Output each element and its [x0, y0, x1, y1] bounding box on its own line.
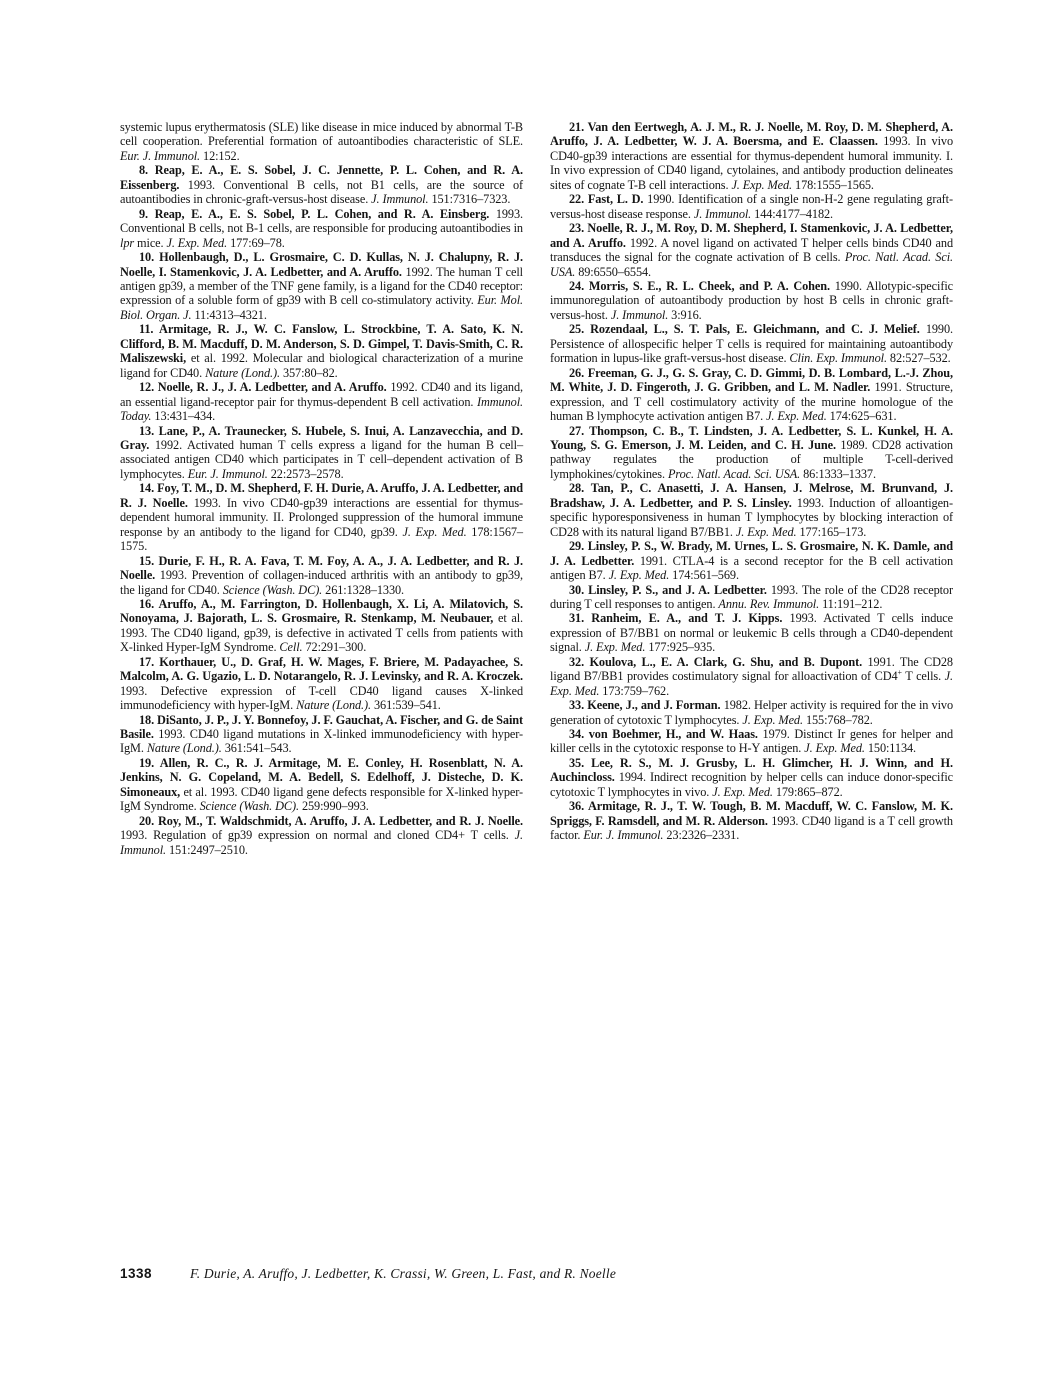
reference-entry: 34. von Boehmer, H., and W. Haas. 1979. Distinct Ir genes for helper and killer cells in the cytotoxic response to H-Y antigen. J. Exp. Med. 150:1134. — [550, 727, 953, 756]
running-authors: F. Durie, A. Aruffo, J. Ledbetter, K. Crassi, W. Green, L. Fast, and R. Noelle — [190, 1266, 617, 1281]
reference-entry: 8. Reap, E. A., E. S. Sobel, J. C. Jennette, P. L. Cohen, and R. A. Eissenberg. 1993. Conventional B cells, not B1 cells, are the source of autoantibodies in chronic-graft-versus-host disease. J. Immunol. 151:7316–7323. — [120, 163, 523, 207]
reference-entry: 15. Durie, F. H., R. A. Fava, T. M. Foy, A. A., J. A. Ledbetter, and R. J. Noelle. 1993. Prevention of collagen-induced arthritis with an antibody to gp39, the ligand for CD40. Science (Wash. DC). 261:1328–1330. — [120, 553, 523, 597]
reference-entry: 21. Van den Eertwegh, A. J. M., R. J. Noelle, M. Roy, D. M. Shepherd, A. Aruffo, J. A. Ledbetter, W. J. A. Boersma, and E. Claassen. 1993. In vivo CD40-gp39 interactions are essential for thymus-dependent humoral immunity. I. In vivo expression of CD40 ligand, cytolaines, and antibody production delineates sites of cognate T-B cell interactions. J. Exp. Med. 178:1555–1565. — [550, 120, 953, 192]
references-column-left — [120, 120, 523, 857]
reference-entry: 27. Thompson, C. B., T. Lindsten, J. A. Ledbetter, S. L. Kunkel, H. A. Young, S. G. Emerson, J. M. Leiden, and C. H. June. 1989. CD28 activation pathway regulates the production of multiple T-cell-derived lymphokines/cytokines. Proc. Natl. Acad. Sci. USA. 86:1333–1337. — [550, 423, 953, 481]
reference-entry: 29. Linsley, P. S., W. Brady, M. Urnes, L. S. Grosmaire, N. K. Damle, and J. A. Ledbetter. 1991. CTLA-4 is a second receptor for the B cell activation antigen B7. J. Exp. Med. 174:561–569. — [550, 539, 953, 583]
reference-entry: 25. Rozendaal, L., S. T. Pals, E. Gleichmann, and C. J. Melief. 1990. Persistence of allospecific helper T cells is required for maintaining autoantibody formation in lupus-like graft-versus-host disease. Clin. Exp. Immunol. 82:527–532. — [550, 322, 953, 366]
page-footer — [120, 1266, 953, 1282]
reference-entry: systemic lupus erythermatosis (SLE) like disease in mice induced by abnormal T-B cell cooperation. Preferential formation of autoantibodies characteristic of SLE. Eur. J. Immunol. 12:152. — [120, 120, 523, 163]
reference-entry: 31. Ranheim, E. A., and T. J. Kipps. 1993. Activated T cells induce expression of B7/BB1 on normal or leukemic B cells through a CD40-dependent signal. J. Exp. Med. 177:925–935. — [550, 611, 954, 655]
reference-entry: 26. Freeman, G. J., G. S. Gray, C. D. Gimmi, D. B. Lombard, L.-J. Zhou, M. White, J. D. Fingeroth, J. G. Gribben, and L. M. Nadler. 1991. Structure, expression, and T cell costimulatory activity of the murine homologue of the human B lymphocyte activation antigen B7. J. Exp. Med. 174:625–631. — [550, 365, 953, 424]
reference-entry: 20. Roy, M., T. Waldschmidt, A. Aruffo, J. A. Ledbetter, and R. J. Noelle. 1993. Regulation of gp39 expression on normal and cloned CD4+ T cells. J. Immunol. 151:2497–2510. — [120, 813, 523, 857]
reference-entry: 11. Armitage, R. J., W. C. Fanslow, L. Strockbine, T. A. Sato, K. N. Clifford, B. M. Macduff, D. M. Anderson, S. D. Gimpel, T. Davis-Smith, C. R. Maliszewski, et al. 1992. Molecular and biological characterization of a murine ligand for CD40. Nature (Lond.). 357:80–82. — [120, 322, 524, 380]
reference-entry: 24. Morris, S. E., R. L. Cheek, and P. A. Cohen. 1990. Allotypic-specific immunoregulation of autoantibody production by host B cells in chronic graft-versus-host. J. Immunol. 3:916. — [550, 278, 953, 322]
reference-entry: 14. Foy, T. M., D. M. Shepherd, F. H. Durie, A. Aruffo, J. A. Ledbetter, and R. J. Noelle. 1993. In vivo CD40-gp39 interactions are essential for thymus-dependent humoral immunity. II. Prolonged suppression of the humoral immune response by an antibody to the ligand for CD40, gp39. J. Exp. Med. 178:1567–1575. — [120, 481, 523, 554]
reference-entry: 22. Fast, L. D. 1990. Identification of a single non-H-2 gene regulating graft-versus-host disease response. J. Immunol. 144:4177–4182. — [550, 192, 953, 221]
reference-entry: 28. Tan, P., C. Anasetti, J. A. Hansen, J. Melrose, M. Brunvand, J. Bradshaw, J. A. Ledbetter, and P. S. Linsley. 1993. Induction of alloantigen-specific hyporesponsiveness in human T lymphocytes by blocking interaction of CD28 with its natural ligand B7/BB1. J. Exp. Med. 177:165–173. — [550, 481, 953, 539]
reference-entry: 36. Armitage, R. J., T. W. Tough, B. M. Macduff, W. C. Fanslow, M. K. Spriggs, F. Ramsdell, and M. R. Alderson. 1993. CD40 ligand is a T cell growth factor. Eur. J. Immunol. 23:2326–2331. — [550, 799, 953, 843]
references-section — [120, 120, 953, 857]
reference-entry: 13. Lane, P., A. Traunecker, S. Hubele, S. Inui, A. Lanzavecchia, and D. Gray. 1992. Activated human T cells express a ligand for the human B cell–associated antigen CD40 which participates in T cell–dependent activation of B lymphocytes. Eur. J. Immunol. 22:2573–2578. — [120, 423, 523, 481]
reference-entry: 16. Aruffo, A., M. Farrington, D. Hollenbaugh, X. Li, A. Milatovich, S. Nonoyama, J. Bajorath, L. S. Grosmaire, R. Stenkamp, M. Neubauer, et al. 1993. The CD40 ligand, gp39, is defective in activated T cells from patients with X-linked Hyper-IgM Syndrome. Cell. 72:291–300. — [120, 596, 523, 655]
references-column-right — [550, 120, 953, 857]
reference-entry: 18. DiSanto, J. P., J. Y. Bonnefoy, J. F. Gauchat, A. Fischer, and G. de Saint Basile. 1993. CD40 ligand mutations in X-linked immunodeficiency with hyper-IgM. Nature (Lond.). 361:541–543. — [120, 712, 523, 756]
page-number: 1338 — [120, 1266, 153, 1281]
reference-entry: 10. Hollenbaugh, D., L. Grosmaire, C. D. Kullas, N. J. Chalupny, R. J. Noelle, I. Stamenkovic, J. A. Ledbetter, and A. Aruffo. 1992. The human T cell antigen gp39, a member of the TNF gene family, is a ligand for the CD40 receptor: expression of a soluble form of gp39 with B cell co-stimulatory activity. Eur. Mol. Biol. Organ. J. 11:4313–4321. — [120, 250, 523, 322]
reference-entry: 12. Noelle, R. J., J. A. Ledbetter, and A. Aruffo. 1992. CD40 and its ligand, an essential ligand-receptor pair for thymus-dependent B cell activation. Immunol. Today. 13:431–434. — [120, 380, 523, 424]
reference-entry: 23. Noelle, R. J., M. Roy, D. M. Shepherd, I. Stamenkovic, J. A. Ledbetter, and A. Aruffo. 1992. A novel ligand on activated T helper cells binds CD40 and transduces the signal for the cognate activation of B cells. Proc. Natl. Acad. Sci. USA. 89:6550–6554. — [550, 221, 953, 279]
reference-entry: 9. Reap, E. A., E. S. Sobel, P. L. Cohen, and R. A. Einsberg. 1993. Conventional B cells, not B-1 cells, are responsible for producing autoantibodies in lpr mice. J. Exp. Med. 177:69–78. — [120, 206, 523, 250]
reference-entry: 17. Korthauer, U., D. Graf, H. W. Mages, F. Briere, M. Padayachee, S. Malcolm, A. G. Ugazio, L. D. Notarangelo, R. J. Levinsky, and R. A. Kroczek. 1993. Defective expression of T-cell CD40 ligand causes X-linked immunodeficiency with hyper-IgM. Nature (Lond.). 361:539–541. — [120, 654, 523, 713]
reference-entry: 19. Allen, R. C., R. J. Armitage, M. E. Conley, H. Rosenblatt, N. A. Jenkins, N. G. Copeland, M. A. Bedell, S. Edelhoff, J. Disteche, D. K. Simoneaux, et al. 1993. CD40 ligand gene defects responsible for X-linked hyper-IgM Syndrome. Science (Wash. DC). 259:990–993. — [120, 755, 523, 814]
reference-entry: 30. Linsley, P. S., and J. A. Ledbetter. 1993. The role of the CD28 receptor during T cell responses to antigen. Annu. Rev. Immunol. 11:191–212. — [550, 582, 953, 611]
reference-entry: 32. Koulova, L., E. A. Clark, G. Shu, and B. Dupont. 1991. The CD28 ligand B7/BB1 provides costimulatory signal for alloactivation of CD4+ T cells. J. Exp. Med. 173:759–762. — [550, 654, 953, 698]
reference-entry: 35. Lee, R. S., M. J. Grusby, L. H. Glimcher, H. J. Winn, and H. Auchincloss. 1994. Indirect recognition by helper cells can induce donor-specific cytotoxic T lymphocytes in vivo. J. Exp. Med. 179:865–872. — [550, 755, 953, 799]
reference-entry: 33. Keene, J., and J. Forman. 1982. Helper activity is required for the in vivo generation of cytotoxic T lymphocytes. J. Exp. Med. 155:768–782. — [550, 698, 954, 727]
